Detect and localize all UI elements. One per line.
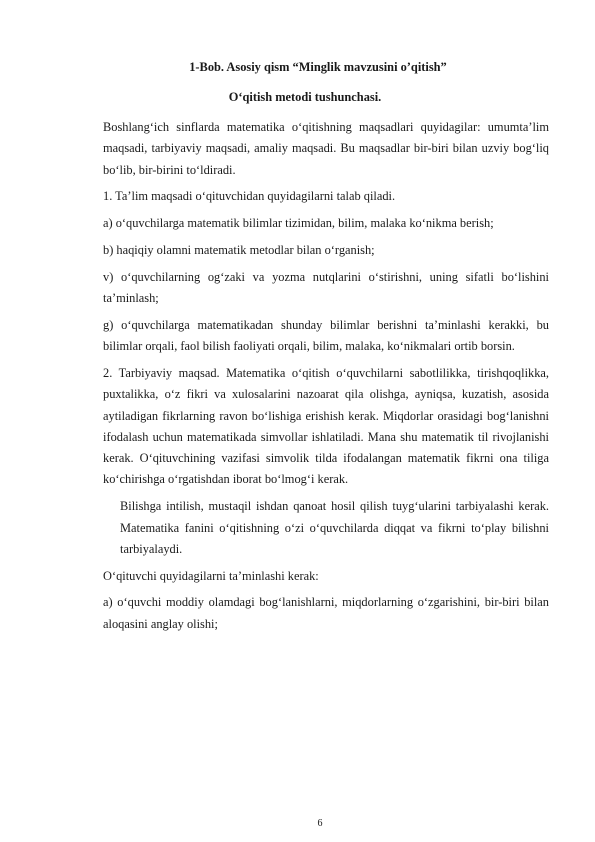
list-item-b: b) haqiqiy olamni matematik metodlar bilan o‘rganish; — [103, 242, 375, 257]
paragraph-teacher-duties: O‘qituvchi quyidagilarni ta’minlashi kerak: — [103, 568, 319, 583]
list-item-v: v) o‘quvchilarning og‘zaki va yozma nutqlarini o‘stirishni, uning sifatli bo‘lishini ta’minlash; — [103, 269, 549, 306]
list-item-g: g) o‘quvchilarga matematikadan shunday bilimlar berishni ta’minlashi kerakki, bu bilimlar orqali, faol bilish faoliyati orqali, bilim, malaka, ko‘nikmalari ortib borsin. — [103, 317, 549, 354]
paragraph-indented: Bilishga intilish, mustaqil ishdan qanoat hosil qilish tuyg‘ularini tarbiyalashi kerak. Matematika fanini o‘qitishning o‘zi o‘quvchilarda diqqat va fikrni to‘play bilishni tarbiyalaydi. — [120, 499, 549, 556]
paragraph-upbringing-goal: 2. Tarbiyaviy maqsad. Matematika o‘qitish o‘quvchilarni sabotlilikka, tirishqoqlikka, puxtalikka, o‘z fikri va xulosalarini nazoarat qila olishga, ayniqsa, kuzatish, asosida aytiladigan fikrlarning ravon bo‘lishiga erishish kerak. Miqdorlar orasidagi bog‘lanishni ifodalash uchun matematikada simvollar ishlatiladi. Mana shu matematik til rivojlanishi kerak. O‘qituvchining vazifasi simvolik tilda ifodalangan matematik fikrni ona tiliga ko‘chirishga o‘rgatishdan iborat bo‘lmog‘i kerak. — [103, 365, 549, 487]
body-text — [103, 117, 549, 635]
paragraph-education-goal: 1. Ta’lim maqsadi o‘qituvchidan quyidagilarni talab qiladi. — [103, 189, 396, 204]
section-title: O‘qitish metodi tushunchasi. — [228, 90, 382, 104]
page-number: 6 — [317, 818, 323, 829]
list-item-a: a) o‘quvchilarga matematik bilimlar tizimidan, bilim, malaka ko‘nikma berish; — [103, 216, 494, 231]
paragraph-goals-intro: Boshlang‘ich sinflarda matematika o‘qitishning maqsadlari quyidagilar: umumta’lim maqsadi, tarbiyaviy maqsadi, amaliy maqsadi. Bu maqsadlar bir-biri bilan uzviy bog‘liq bo‘lib, bir-birini to‘ldiradi. — [103, 120, 549, 177]
chapter-title: 1-Bob. Asosiy qism “Minglik mavzusini o’qitish” — [189, 60, 447, 74]
list-item-a-2: a) o‘quvchi moddiy olamdagi bog‘lanishlarni, miqdorlarning o‘zgarishini, bir-biri bilan aloqasini anglay olishi; — [103, 595, 549, 631]
